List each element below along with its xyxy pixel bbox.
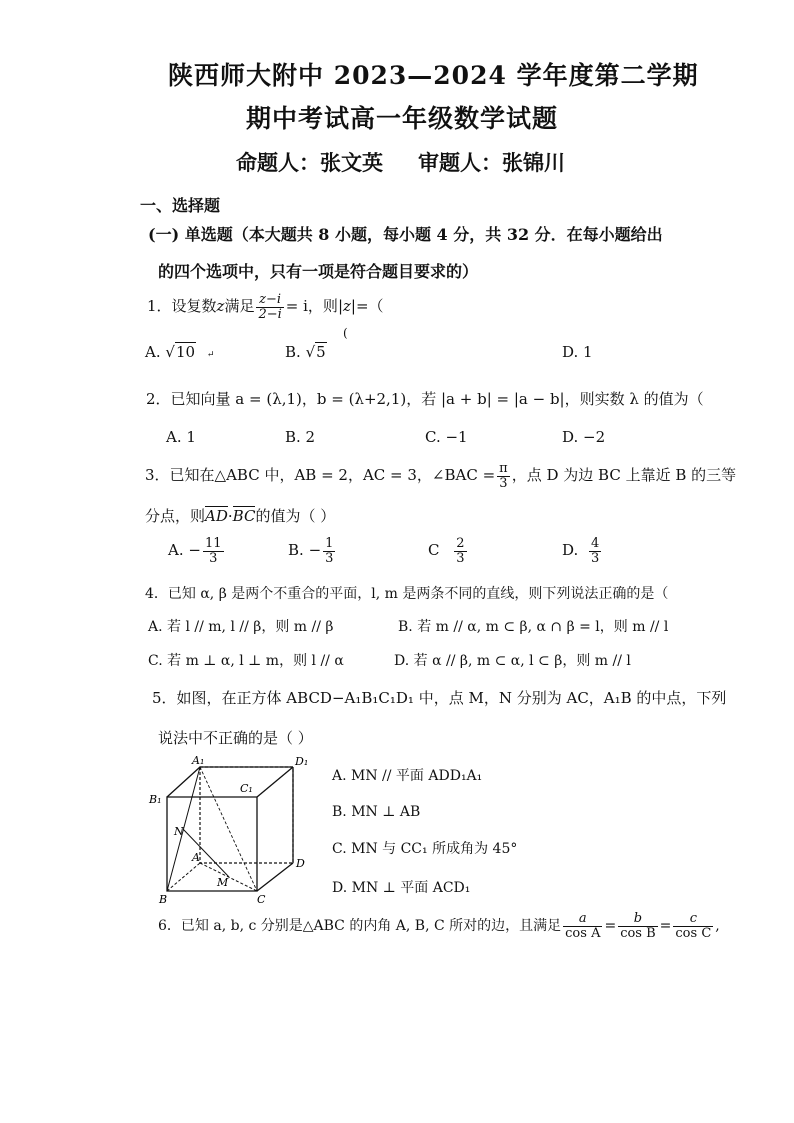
q1-opt-a-stray: ↵ [206,350,215,360]
q6-f3-den: cos C [675,925,712,941]
label-a: A [192,851,200,864]
q3-opt-b-sign: − [308,541,322,560]
edge-c-d [257,863,293,891]
q3-angle-num: π [499,461,508,476]
cube-figure [145,755,315,905]
q3-opt-a-sign: − [188,541,201,560]
question-6 [158,912,720,940]
q4-option-c: C. 若 m ⊥ α, l ⊥ m，则 l // α [148,653,344,669]
q6-fraction-c [673,912,713,940]
q6-eq-1: = [604,918,617,935]
label-m: M [217,876,229,889]
q3-opt-a-den: 3 [209,550,218,566]
q1-abs-z: |z| [337,297,356,316]
question-3-line1 [145,462,736,490]
sub-heading-line1: (一) 单选题（本大题共 8 小题，每小题 4 分，共 32 分．在每小题给出 [148,225,663,244]
q6-text: 6．已知 a, b, c 分别是△ABC 的内角 A, B, C 所对的边，且满足 [158,918,562,935]
q3-option-c [428,537,469,565]
q3-opt-c-label: C [428,541,440,560]
q2-option-d: D. −2 [562,428,606,446]
label-d1: D₁ [295,755,309,768]
label-d: D [296,857,305,870]
q3-vector-ad: AD [205,507,228,525]
q5-option-b: B. MN ⊥ AB [332,804,421,820]
q3-opt-b-fraction [323,537,335,565]
q3-opt-d-label: D. [562,541,579,560]
question-1 [147,293,384,321]
q2-option-c: C. −1 [425,428,468,446]
exam-title-line2: 期中考试高一年级数学试题 [246,104,559,133]
question-2: 2．已知向量 a = (λ,1)，b = (λ+2,1)，若 |a + b| = |a − b|，则实数 λ 的值为（ [146,390,704,408]
cube-front-face [167,797,257,891]
q3-line2-suffix: 的值为（ ） [255,507,336,525]
q6-f3-num: c [673,912,713,927]
question-4: 4．已知 α, β 是两个不重合的平面，l, m 是两条不同的直线，则下列说法正确的是（ [145,586,669,602]
label-c1: C₁ [240,782,253,795]
q4-option-b: B. 若 m // α, m ⊂ β, α ∩ β = l，则 m // l [398,619,669,635]
q1-end: =（ [355,297,384,316]
question-3-line2 [145,505,335,526]
q1-opt-b-label: B. [285,343,301,361]
q1-option-a [145,343,214,361]
sub-heading-line2: 的四个选项中，只有一项是符合题目要求的） [158,262,479,281]
q6-f1-den: cos A [565,925,601,941]
label-b: B [159,893,168,905]
question-5-line2: 说法中不正确的是（ ） [158,729,313,747]
q3-line2-prefix: 分点，则 [145,507,206,525]
edge-b-a [167,863,200,891]
edge-b1-a1 [167,767,200,797]
q1-eq: = i，则 [285,297,338,316]
reviewer-label: 审题人：张锦川 [418,150,565,175]
q3-opt-c-fraction [454,537,466,565]
q3-vector-bc: BC [232,507,256,525]
q3-text-part2: ，点 D 为边 BC 上靠近 B 的三等 [511,466,737,485]
q2-option-a: A. 1 [166,428,196,446]
q1-frac-num: z−i [256,293,283,308]
question-5-line1: 5．如图，在正方体 ABCD−A₁B₁C₁D₁ 中，点 M，N 分别为 AC，A₁B 的中点，下列 [152,689,727,707]
q3-dot: · [227,507,233,525]
q1-opt-a-radicand: 10 [175,343,196,361]
q3-opt-d-den: 3 [591,550,600,566]
q3-opt-b-num: 1 [325,536,334,551]
label-c: C [257,893,266,905]
q3-opt-a-fraction [203,537,224,565]
q1-prefix: 1．设复数 [147,297,217,316]
q3-opt-c-den: 3 [456,550,465,566]
q1-opt-a-label: A. [145,343,161,361]
q1-fraction [256,293,283,321]
q1-option-b [285,343,327,361]
q1-stray-paren: ( [343,326,348,340]
q1-frac-den: 2−i [258,306,282,322]
q3-angle-den: 3 [499,475,508,491]
q6-eq-2: = [659,918,672,935]
q4-option-a: A. 若 l // m, l // β，则 m // β [148,619,334,635]
q6-end: , [715,918,720,935]
exam-title-line1: 陕西师大附中 2023—2024 学年度第二学期 [168,61,699,90]
q1-opt-b-sqrt: √5 [305,343,326,361]
q3-opt-b-den: 3 [325,550,334,566]
q5-option-d: D. MN ⊥ 平面 ACD₁ [332,880,471,896]
q3-option-b [288,537,337,565]
q2-option-b: B. 2 [285,428,316,446]
q3-text-part1: 3．已知在△ABC 中，AB = 2，AC = 3，∠BAC = [145,466,496,485]
q5-option-a: A. MN // 平面 ADD₁A₁ [332,768,483,784]
q6-fraction-b [618,912,657,940]
q5-option-c: C. MN 与 CC₁ 所成角为 45° [332,841,518,857]
q1-opt-b-radicand: 5 [316,343,326,361]
q3-opt-a-num: 11 [204,536,222,551]
q1-option-d: D. 1 [562,343,593,361]
q3-option-d [562,537,603,565]
label-n: N [174,825,184,838]
q6-fraction-a [563,912,602,940]
q1-opt-a-sqrt: √10 [165,343,196,361]
line-n-m [183,829,229,877]
q6-f2-den: cos B [620,925,656,941]
q3-angle-fraction [497,462,510,490]
q6-f2-num: b [618,912,657,927]
q4-option-d: D. 若 α // β, m ⊂ α, l ⊂ β，则 m // l [394,653,631,669]
author-label: 命题人：张文英 [236,150,383,175]
q3-opt-d-num: 4 [591,536,600,551]
q1-var-z: z [216,297,225,316]
label-a1: A₁ [192,755,205,767]
q3-opt-d-fraction [589,537,601,565]
q6-f1-num: a [563,912,602,927]
q3-opt-b-label: B. [288,541,304,560]
q1-mid: 满足 [224,297,255,316]
edge-c1-d1 [257,767,293,797]
section-heading: 一、选择题 [140,196,221,215]
q3-option-a [168,537,226,565]
q3-opt-a-label: A. [168,541,184,560]
label-b1: B₁ [149,793,162,806]
q3-opt-c-num: 2 [456,536,465,551]
